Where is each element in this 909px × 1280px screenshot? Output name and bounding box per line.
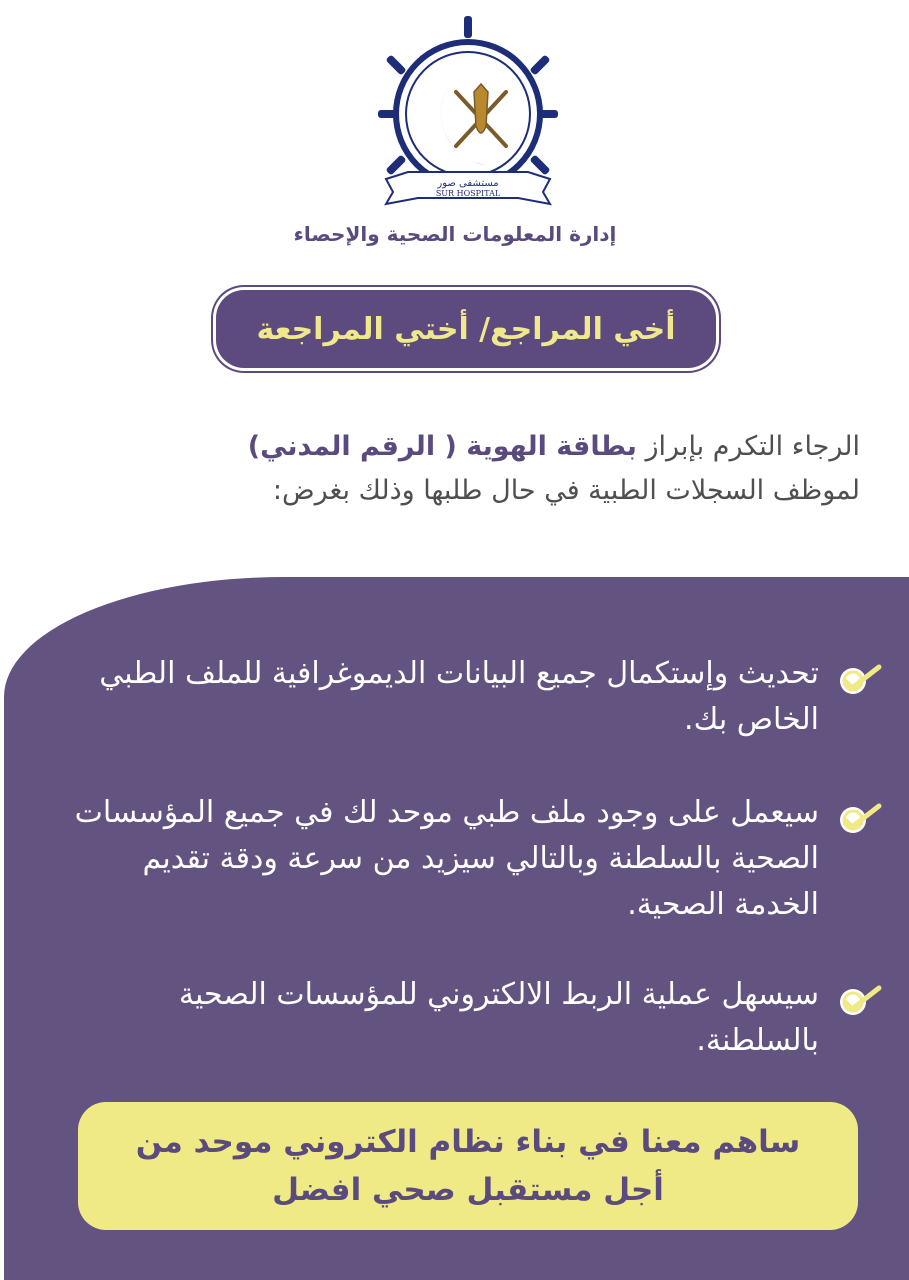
list-item <box>53 651 883 743</box>
call-to-action-box <box>78 1102 858 1230</box>
intro-line-2: لموظف السجلات الطبية في حال طلبها وذلك بغرض: <box>272 475 860 506</box>
intro-text <box>60 425 860 513</box>
title-banner <box>216 290 716 368</box>
logo-banner-arabic: مستشفى صور <box>437 178 499 189</box>
list-item <box>53 972 883 1064</box>
cta-line-1: ساهم معنا في بناء نظام الكتروني موحد من <box>135 1124 801 1160</box>
intro-emphasis: بطاقة الهوية ( الرقم المدني) <box>247 431 637 462</box>
call-to-action-text <box>136 1118 801 1214</box>
logo-banner-english: SUR HOSPITAL <box>435 189 501 198</box>
hospital-logo <box>368 14 568 209</box>
intro-prefix: الرجاء التكرم بإبراز <box>636 431 860 462</box>
checkmark-icon <box>837 982 883 1018</box>
list-item-text: تحديث وإستكمال جميع البيانات الديموغرافية للملف الطبي الخاص بك. <box>99 656 819 737</box>
list-item-text: سيعمل على وجود ملف طبي موحد لك في جميع المؤسسات الصحية بالسلطنة وبالتالي سيزيد من سرعة ودقة تقديم الخدمة الصحية. <box>74 795 819 922</box>
department-name: إدارة المعلومات الصحية والإحصاء <box>293 222 617 246</box>
checkmark-icon <box>837 800 883 836</box>
cta-line-2: أجل مستقبل صحي افضل <box>272 1172 664 1208</box>
list-item-text: سيسهل عملية الربط الالكتروني للمؤسسات الصحية بالسلطنة. <box>178 977 819 1058</box>
title-text: أخي المراجع/ أختي المراجعة <box>256 311 676 347</box>
intro-line-1 <box>60 425 860 469</box>
ship-wheel-crescent-icon <box>368 14 568 209</box>
list-item <box>53 790 883 928</box>
checkmark-icon <box>837 661 883 697</box>
